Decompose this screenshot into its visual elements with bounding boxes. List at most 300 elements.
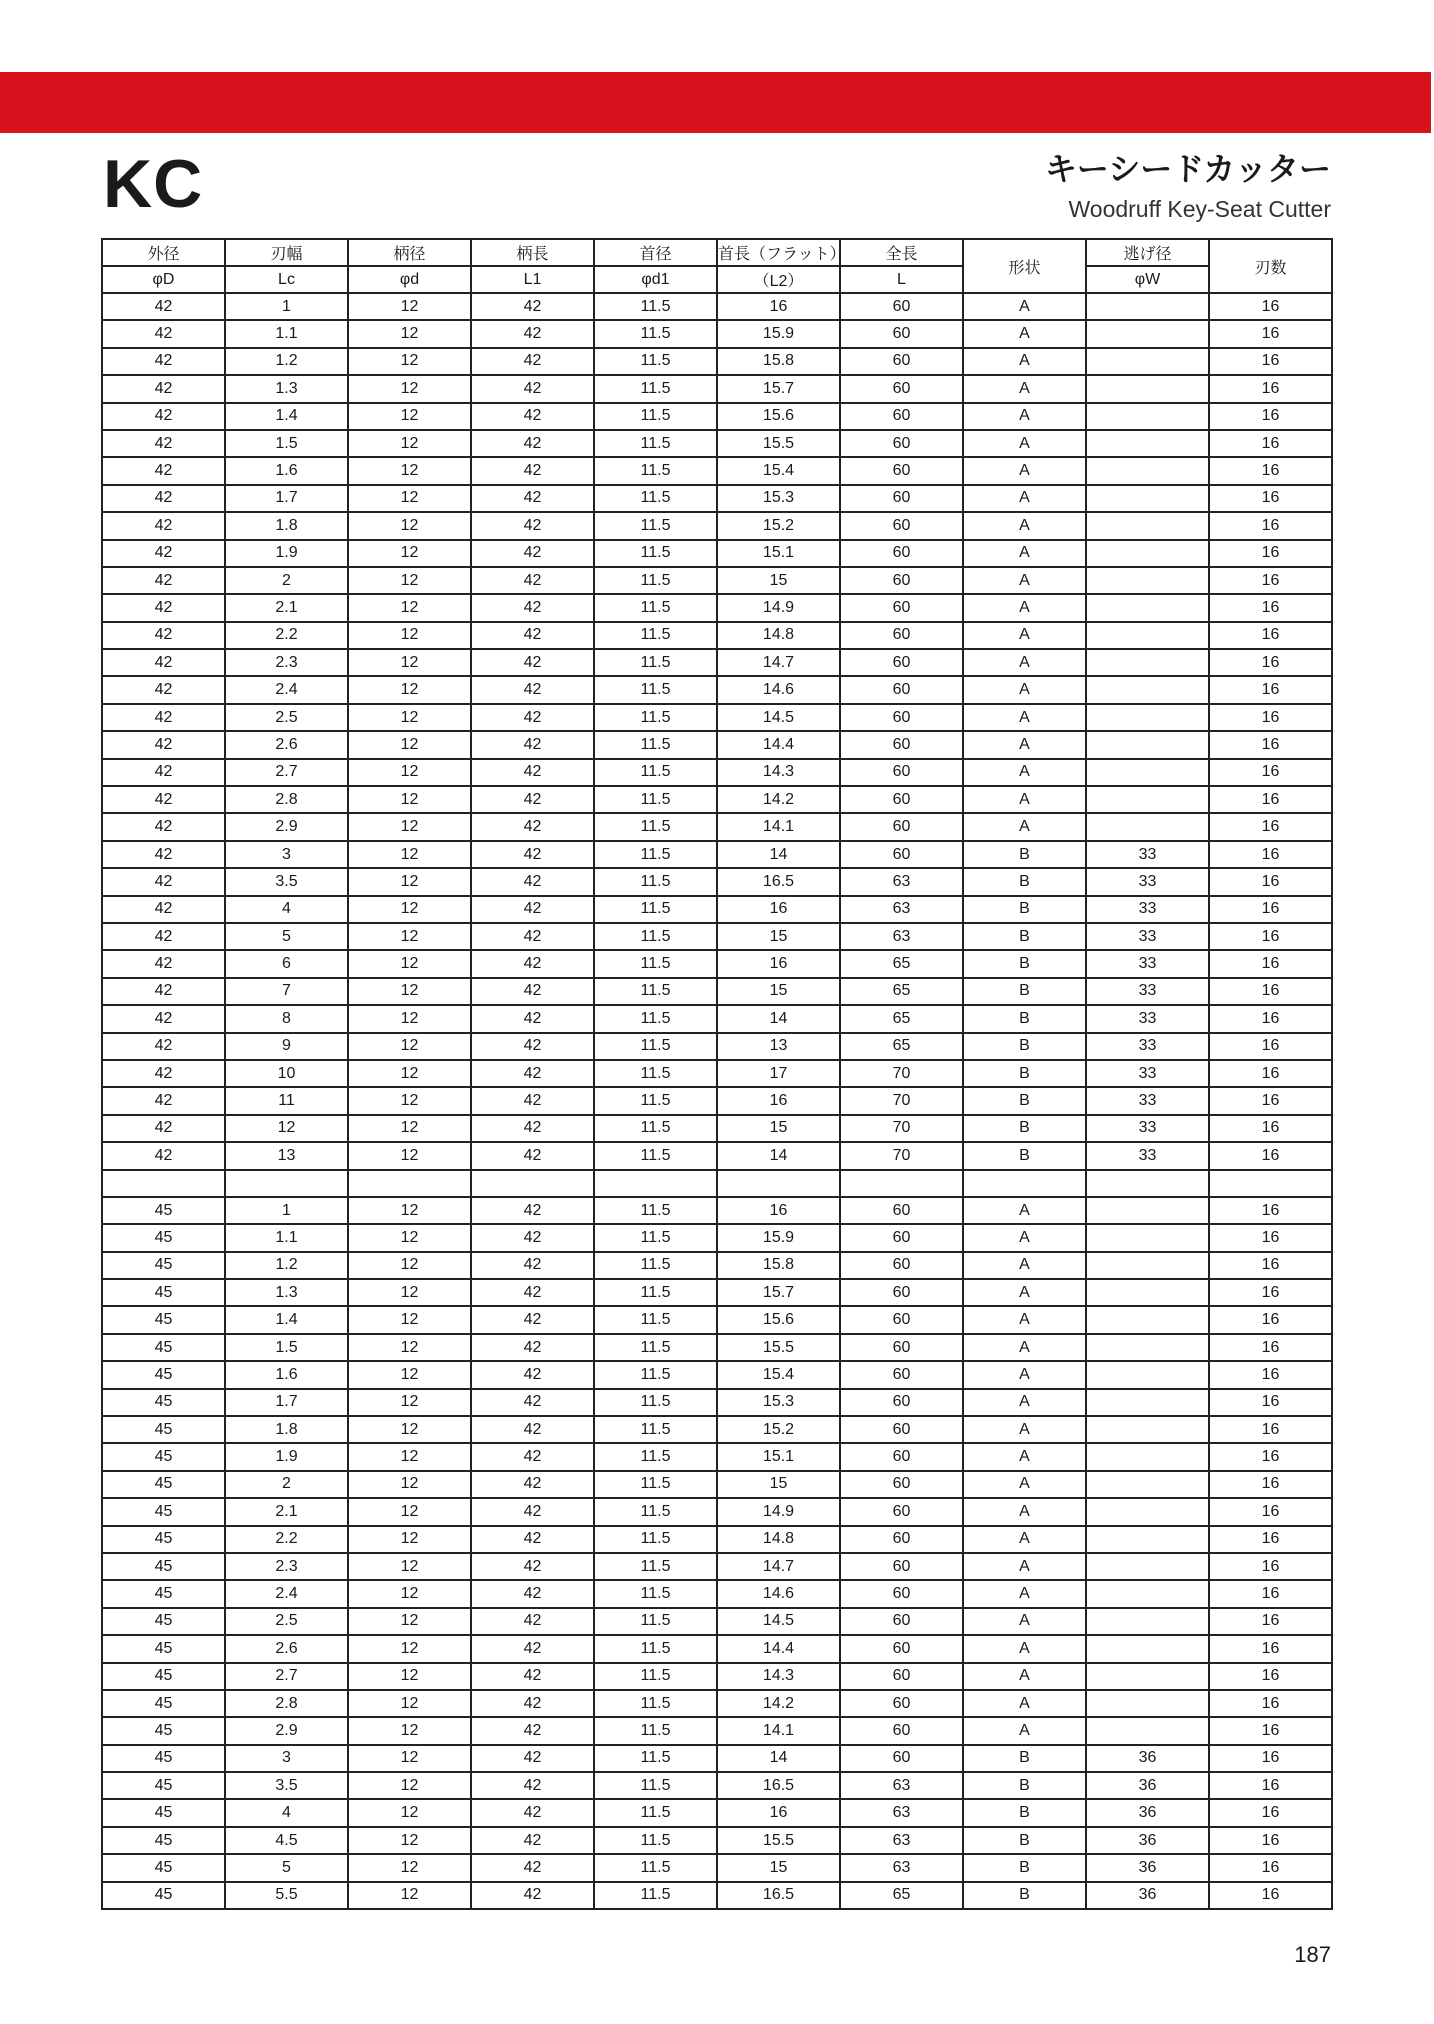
table-row (102, 1635, 1332, 1662)
cell-flutes: 16 (1209, 1498, 1332, 1525)
symbol-shank-len: L1 (471, 266, 594, 293)
cell-flutes: 16 (1209, 1799, 1332, 1826)
cell-neck-dia: 11.5 (594, 403, 717, 430)
cell-shank-len: 42 (471, 1197, 594, 1224)
cell-total-len: 60 (840, 1553, 963, 1580)
cell-neck-len: 14.3 (717, 759, 840, 786)
cell-flutes: 16 (1209, 1827, 1332, 1854)
cell-shank-dia: 12 (348, 759, 471, 786)
cell-neck-dia: 11.5 (594, 485, 717, 512)
cell-neck-len: 14 (717, 1005, 840, 1032)
cell-relief-dia: 36 (1086, 1882, 1209, 1909)
cell-shape: B (963, 841, 1086, 868)
cell-od: 42 (102, 540, 225, 567)
cell-neck-len: 14.6 (717, 676, 840, 703)
cell-shape: B (963, 1772, 1086, 1799)
cell-flutes: 16 (1209, 1252, 1332, 1279)
cell-shank-dia: 12 (348, 1854, 471, 1881)
cell-shank-len: 42 (471, 430, 594, 457)
cell-total-len: 60 (840, 841, 963, 868)
cell-neck-len: 15 (717, 978, 840, 1005)
cell-shape: B (963, 950, 1086, 977)
table-row (102, 594, 1332, 621)
cell-neck-dia: 11.5 (594, 1306, 717, 1333)
cell-edge-width: 2.9 (225, 813, 348, 840)
table-row (102, 430, 1332, 457)
cell-od: 42 (102, 1060, 225, 1087)
cell-relief-dia (1086, 731, 1209, 758)
table-row (102, 1799, 1332, 1826)
cell-relief-dia (1086, 1334, 1209, 1361)
cell-shank-len: 42 (471, 1224, 594, 1251)
cell-od: 42 (102, 649, 225, 676)
cell-neck-len: 16 (717, 896, 840, 923)
cell-neck-dia: 11.5 (594, 1717, 717, 1744)
cell-relief-dia: 33 (1086, 950, 1209, 977)
table-row (102, 676, 1332, 703)
cell-relief-dia: 36 (1086, 1772, 1209, 1799)
table-row (102, 1252, 1332, 1279)
cell-shape: A (963, 1580, 1086, 1607)
cell-relief-dia (1086, 1306, 1209, 1333)
cell-shank-dia: 12 (348, 1060, 471, 1087)
cell-shape: A (963, 567, 1086, 594)
cell-flutes: 16 (1209, 841, 1332, 868)
cell-edge-width: 1.3 (225, 1279, 348, 1306)
table-row (102, 813, 1332, 840)
cell-od: 42 (102, 375, 225, 402)
cell-total-len: 70 (840, 1142, 963, 1169)
table-row (102, 375, 1332, 402)
cell-total-len: 63 (840, 923, 963, 950)
cell-flutes: 16 (1209, 1142, 1332, 1169)
cell-shank-dia: 12 (348, 1635, 471, 1662)
cell-shape: A (963, 540, 1086, 567)
cell-od: 45 (102, 1416, 225, 1443)
cell-relief-dia (1086, 704, 1209, 731)
cell-shape: A (963, 1443, 1086, 1470)
cell-shank-len: 42 (471, 1060, 594, 1087)
cell-flutes: 16 (1209, 293, 1332, 320)
cell-od: 45 (102, 1663, 225, 1690)
table-row (102, 759, 1332, 786)
table-row (102, 1197, 1332, 1224)
header-edge-width: 刃幅 (225, 239, 348, 266)
cell-shape: A (963, 403, 1086, 430)
cell-neck-dia: 11.5 (594, 1087, 717, 1114)
cell-relief-dia: 36 (1086, 1745, 1209, 1772)
cell-shape: A (963, 348, 1086, 375)
cell-shank-dia: 12 (348, 293, 471, 320)
cell-neck-dia: 11.5 (594, 1033, 717, 1060)
cell-od: 45 (102, 1799, 225, 1826)
table-row (102, 512, 1332, 539)
cell-shank-len: 42 (471, 375, 594, 402)
cell-total-len: 60 (840, 649, 963, 676)
cell-neck-len: 14.8 (717, 622, 840, 649)
cell-shape: A (963, 1279, 1086, 1306)
cell-edge-width: 4.5 (225, 1827, 348, 1854)
cell-neck-dia: 11.5 (594, 457, 717, 484)
cell-total-len: 60 (840, 485, 963, 512)
cell-shank-dia: 12 (348, 1717, 471, 1744)
table-row (102, 1882, 1332, 1909)
cell-shape: B (963, 1060, 1086, 1087)
cell-relief-dia (1086, 759, 1209, 786)
cell-shank-len: 42 (471, 1526, 594, 1553)
cell-od: 42 (102, 485, 225, 512)
cell-flutes: 16 (1209, 622, 1332, 649)
cell-od: 42 (102, 841, 225, 868)
cell-flutes: 16 (1209, 1690, 1332, 1717)
cell-shank-len (471, 1170, 594, 1197)
cell-neck-len: 15 (717, 1854, 840, 1881)
cell-shank-dia: 12 (348, 676, 471, 703)
cell-neck-dia: 11.5 (594, 540, 717, 567)
cell-shape: B (963, 1033, 1086, 1060)
cell-edge-width: 1.1 (225, 320, 348, 347)
cell-total-len: 60 (840, 813, 963, 840)
cell-flutes: 16 (1209, 1717, 1332, 1744)
cell-shank-len: 42 (471, 622, 594, 649)
cell-neck-len: 15.3 (717, 1389, 840, 1416)
cell-neck-len: 15.3 (717, 485, 840, 512)
cell-shank-dia: 12 (348, 1306, 471, 1333)
cell-relief-dia: 33 (1086, 841, 1209, 868)
cell-neck-len: 15.8 (717, 1252, 840, 1279)
cell-relief-dia (1086, 1498, 1209, 1525)
cell-neck-len: 13 (717, 1033, 840, 1060)
cell-flutes: 16 (1209, 1553, 1332, 1580)
cell-neck-len: 16 (717, 1197, 840, 1224)
cell-od: 45 (102, 1882, 225, 1909)
cell-neck-len: 14 (717, 841, 840, 868)
cell-shank-dia: 12 (348, 813, 471, 840)
cell-shank-len: 42 (471, 868, 594, 895)
cell-od: 42 (102, 1087, 225, 1114)
cell-shank-dia: 12 (348, 1252, 471, 1279)
table-row (102, 841, 1332, 868)
cell-neck-len: 15.2 (717, 1416, 840, 1443)
cell-edge-width: 1 (225, 1197, 348, 1224)
cell-shank-dia: 12 (348, 1580, 471, 1607)
cell-neck-dia: 11.5 (594, 1389, 717, 1416)
cell-relief-dia (1086, 375, 1209, 402)
cell-relief-dia (1086, 1361, 1209, 1388)
cell-edge-width: 2 (225, 1471, 348, 1498)
cell-shank-len: 42 (471, 813, 594, 840)
cell-neck-len: 16 (717, 950, 840, 977)
cell-total-len: 65 (840, 1005, 963, 1032)
table-row (102, 1170, 1332, 1197)
cell-total-len: 70 (840, 1060, 963, 1087)
cell-flutes: 16 (1209, 1608, 1332, 1635)
table-row (102, 1389, 1332, 1416)
cell-shank-len: 42 (471, 1471, 594, 1498)
cell-edge-width: 2.6 (225, 731, 348, 758)
cell-od: 42 (102, 403, 225, 430)
cell-edge-width: 1.4 (225, 403, 348, 430)
cell-shank-dia: 12 (348, 1553, 471, 1580)
cell-flutes: 16 (1209, 485, 1332, 512)
cell-shank-len: 42 (471, 676, 594, 703)
cell-flutes: 16 (1209, 1416, 1332, 1443)
cell-shape: B (963, 1115, 1086, 1142)
cell-edge-width: 2.7 (225, 1663, 348, 1690)
cell-flutes: 16 (1209, 1772, 1332, 1799)
cell-edge-width (225, 1170, 348, 1197)
cell-relief-dia (1086, 1389, 1209, 1416)
cell-flutes: 16 (1209, 1197, 1332, 1224)
cell-total-len (840, 1170, 963, 1197)
cell-edge-width: 2.1 (225, 594, 348, 621)
cell-shank-len: 42 (471, 1690, 594, 1717)
table-row (102, 567, 1332, 594)
table-row (102, 1717, 1332, 1744)
cell-flutes (1209, 1170, 1332, 1197)
table-row (102, 1443, 1332, 1470)
cell-shape: A (963, 1389, 1086, 1416)
cell-edge-width: 3.5 (225, 868, 348, 895)
cell-flutes: 16 (1209, 896, 1332, 923)
cell-od: 45 (102, 1252, 225, 1279)
cell-od: 42 (102, 896, 225, 923)
cell-od: 42 (102, 594, 225, 621)
cell-shank-dia: 12 (348, 1663, 471, 1690)
cell-relief-dia (1086, 813, 1209, 840)
cell-edge-width: 1.7 (225, 485, 348, 512)
cell-shank-dia: 12 (348, 978, 471, 1005)
cell-flutes: 16 (1209, 594, 1332, 621)
table-row (102, 1306, 1332, 1333)
cell-neck-dia: 11.5 (594, 950, 717, 977)
table-row (102, 704, 1332, 731)
cell-total-len: 60 (840, 567, 963, 594)
cell-shank-len: 42 (471, 1142, 594, 1169)
cell-relief-dia (1086, 485, 1209, 512)
cell-neck-dia: 11.5 (594, 923, 717, 950)
cell-shank-dia: 12 (348, 594, 471, 621)
cell-flutes: 16 (1209, 1882, 1332, 1909)
table-row (102, 1142, 1332, 1169)
cell-shape: B (963, 1005, 1086, 1032)
cell-od: 42 (102, 868, 225, 895)
cell-edge-width: 1.5 (225, 1334, 348, 1361)
cell-flutes: 16 (1209, 1224, 1332, 1251)
cell-od: 42 (102, 567, 225, 594)
cell-shape: A (963, 1608, 1086, 1635)
header-shank-dia: 柄径 (348, 239, 471, 266)
cell-neck-dia: 11.5 (594, 978, 717, 1005)
cell-od: 42 (102, 923, 225, 950)
cell-neck-len: 14.7 (717, 1553, 840, 1580)
cell-od: 42 (102, 731, 225, 758)
cell-relief-dia (1086, 1443, 1209, 1470)
cell-neck-dia: 11.5 (594, 1060, 717, 1087)
cell-total-len: 63 (840, 1827, 963, 1854)
cell-shank-dia: 12 (348, 1224, 471, 1251)
cell-flutes: 16 (1209, 923, 1332, 950)
table-row (102, 320, 1332, 347)
cell-neck-len: 15.5 (717, 1827, 840, 1854)
cell-shank-dia: 12 (348, 896, 471, 923)
cell-total-len: 60 (840, 1416, 963, 1443)
cell-neck-dia: 11.5 (594, 1115, 717, 1142)
cell-total-len: 60 (840, 540, 963, 567)
cell-relief-dia: 36 (1086, 1799, 1209, 1826)
cell-od: 42 (102, 1005, 225, 1032)
cell-neck-len: 15.1 (717, 1443, 840, 1470)
cell-relief-dia (1086, 1526, 1209, 1553)
cell-relief-dia: 33 (1086, 1005, 1209, 1032)
cell-neck-len: 14 (717, 1142, 840, 1169)
cell-shape: B (963, 1087, 1086, 1114)
table-row (102, 1416, 1332, 1443)
cell-total-len: 60 (840, 704, 963, 731)
cell-total-len: 60 (840, 457, 963, 484)
cell-edge-width: 2.5 (225, 1608, 348, 1635)
symbol-total-len: L (840, 266, 963, 293)
cell-shank-len: 42 (471, 540, 594, 567)
table-row (102, 1334, 1332, 1361)
table-row (102, 1361, 1332, 1388)
cell-neck-len: 14.1 (717, 1717, 840, 1744)
cell-od: 42 (102, 348, 225, 375)
cell-flutes: 16 (1209, 1306, 1332, 1333)
cell-shank-dia: 12 (348, 950, 471, 977)
cell-neck-len: 15 (717, 1115, 840, 1142)
cell-neck-len: 14.1 (717, 813, 840, 840)
header-od: 外径 (102, 239, 225, 266)
cell-relief-dia (1086, 1197, 1209, 1224)
cell-total-len: 60 (840, 1745, 963, 1772)
cell-relief-dia (1086, 1170, 1209, 1197)
cell-neck-dia: 11.5 (594, 1580, 717, 1607)
cell-neck-dia: 11.5 (594, 1882, 717, 1909)
cell-edge-width: 2.5 (225, 704, 348, 731)
cell-shank-dia: 12 (348, 540, 471, 567)
cell-shank-len: 42 (471, 841, 594, 868)
cell-edge-width: 1.5 (225, 430, 348, 457)
cell-od (102, 1170, 225, 1197)
cell-edge-width: 1.1 (225, 1224, 348, 1251)
cell-shank-len: 42 (471, 1279, 594, 1306)
cell-edge-width: 1.4 (225, 1306, 348, 1333)
cell-neck-len: 15.4 (717, 457, 840, 484)
table-row (102, 1772, 1332, 1799)
cell-neck-len: 16 (717, 1799, 840, 1826)
table-row (102, 978, 1332, 1005)
cell-neck-dia: 11.5 (594, 813, 717, 840)
cell-shape: A (963, 1498, 1086, 1525)
cell-od: 45 (102, 1334, 225, 1361)
cell-neck-dia: 11.5 (594, 1745, 717, 1772)
cell-relief-dia (1086, 540, 1209, 567)
cell-shank-len: 42 (471, 1772, 594, 1799)
cell-od: 42 (102, 1033, 225, 1060)
cell-shank-dia: 12 (348, 485, 471, 512)
cell-edge-width: 8 (225, 1005, 348, 1032)
cell-shape: B (963, 1799, 1086, 1826)
cell-neck-dia: 11.5 (594, 1827, 717, 1854)
cell-neck-dia: 11.5 (594, 1279, 717, 1306)
cell-shank-len: 42 (471, 1745, 594, 1772)
cell-shank-dia: 12 (348, 1115, 471, 1142)
cell-shank-len: 42 (471, 1443, 594, 1470)
cell-od: 42 (102, 676, 225, 703)
cell-shank-dia: 12 (348, 1416, 471, 1443)
cell-edge-width: 10 (225, 1060, 348, 1087)
cell-total-len: 63 (840, 868, 963, 895)
cell-flutes: 16 (1209, 1663, 1332, 1690)
cell-neck-len: 15 (717, 923, 840, 950)
cell-flutes: 16 (1209, 978, 1332, 1005)
cell-neck-dia: 11.5 (594, 1498, 717, 1525)
cell-neck-len: 15.6 (717, 1306, 840, 1333)
cell-od: 45 (102, 1197, 225, 1224)
cell-total-len: 60 (840, 594, 963, 621)
cell-neck-dia: 11.5 (594, 1799, 717, 1826)
cell-shank-len: 42 (471, 293, 594, 320)
table-row (102, 1580, 1332, 1607)
cell-shape: A (963, 1252, 1086, 1279)
cell-total-len: 65 (840, 1033, 963, 1060)
cell-neck-dia: 11.5 (594, 348, 717, 375)
header-neck-dia: 首径 (594, 239, 717, 266)
cell-shank-dia: 12 (348, 1033, 471, 1060)
cell-neck-dia: 11.5 (594, 731, 717, 758)
cell-shank-len: 42 (471, 1635, 594, 1662)
cell-shank-dia: 12 (348, 1526, 471, 1553)
cell-shank-dia: 12 (348, 512, 471, 539)
cell-shape: A (963, 1690, 1086, 1717)
symbol-shank-dia: φd (348, 266, 471, 293)
top-red-banner (0, 72, 1431, 133)
cell-neck-len: 14.6 (717, 1580, 840, 1607)
cell-shank-len: 42 (471, 1361, 594, 1388)
cell-total-len: 60 (840, 1279, 963, 1306)
cell-od: 45 (102, 1635, 225, 1662)
table-row (102, 1498, 1332, 1525)
cell-shape: A (963, 1306, 1086, 1333)
cell-edge-width: 2.3 (225, 649, 348, 676)
cell-edge-width: 9 (225, 1033, 348, 1060)
cell-shape: A (963, 512, 1086, 539)
cell-neck-len: 14.4 (717, 1635, 840, 1662)
cell-shank-len: 42 (471, 320, 594, 347)
cell-shank-dia: 12 (348, 1279, 471, 1306)
cell-neck-len: 14.5 (717, 704, 840, 731)
cell-total-len: 65 (840, 1882, 963, 1909)
cell-shape: A (963, 759, 1086, 786)
cell-shape (963, 1170, 1086, 1197)
cell-edge-width: 2.2 (225, 1526, 348, 1553)
cell-shape: A (963, 485, 1086, 512)
cell-flutes: 16 (1209, 348, 1332, 375)
cell-total-len: 60 (840, 759, 963, 786)
cell-total-len: 63 (840, 896, 963, 923)
cell-relief-dia (1086, 1717, 1209, 1744)
cell-flutes: 16 (1209, 1115, 1332, 1142)
cell-shank-dia: 12 (348, 1772, 471, 1799)
cell-neck-dia: 11.5 (594, 1416, 717, 1443)
cell-flutes: 16 (1209, 512, 1332, 539)
cell-neck-len: 15.9 (717, 1224, 840, 1251)
cell-flutes: 16 (1209, 786, 1332, 813)
cell-od: 45 (102, 1745, 225, 1772)
cell-total-len: 60 (840, 320, 963, 347)
cell-total-len: 60 (840, 622, 963, 649)
